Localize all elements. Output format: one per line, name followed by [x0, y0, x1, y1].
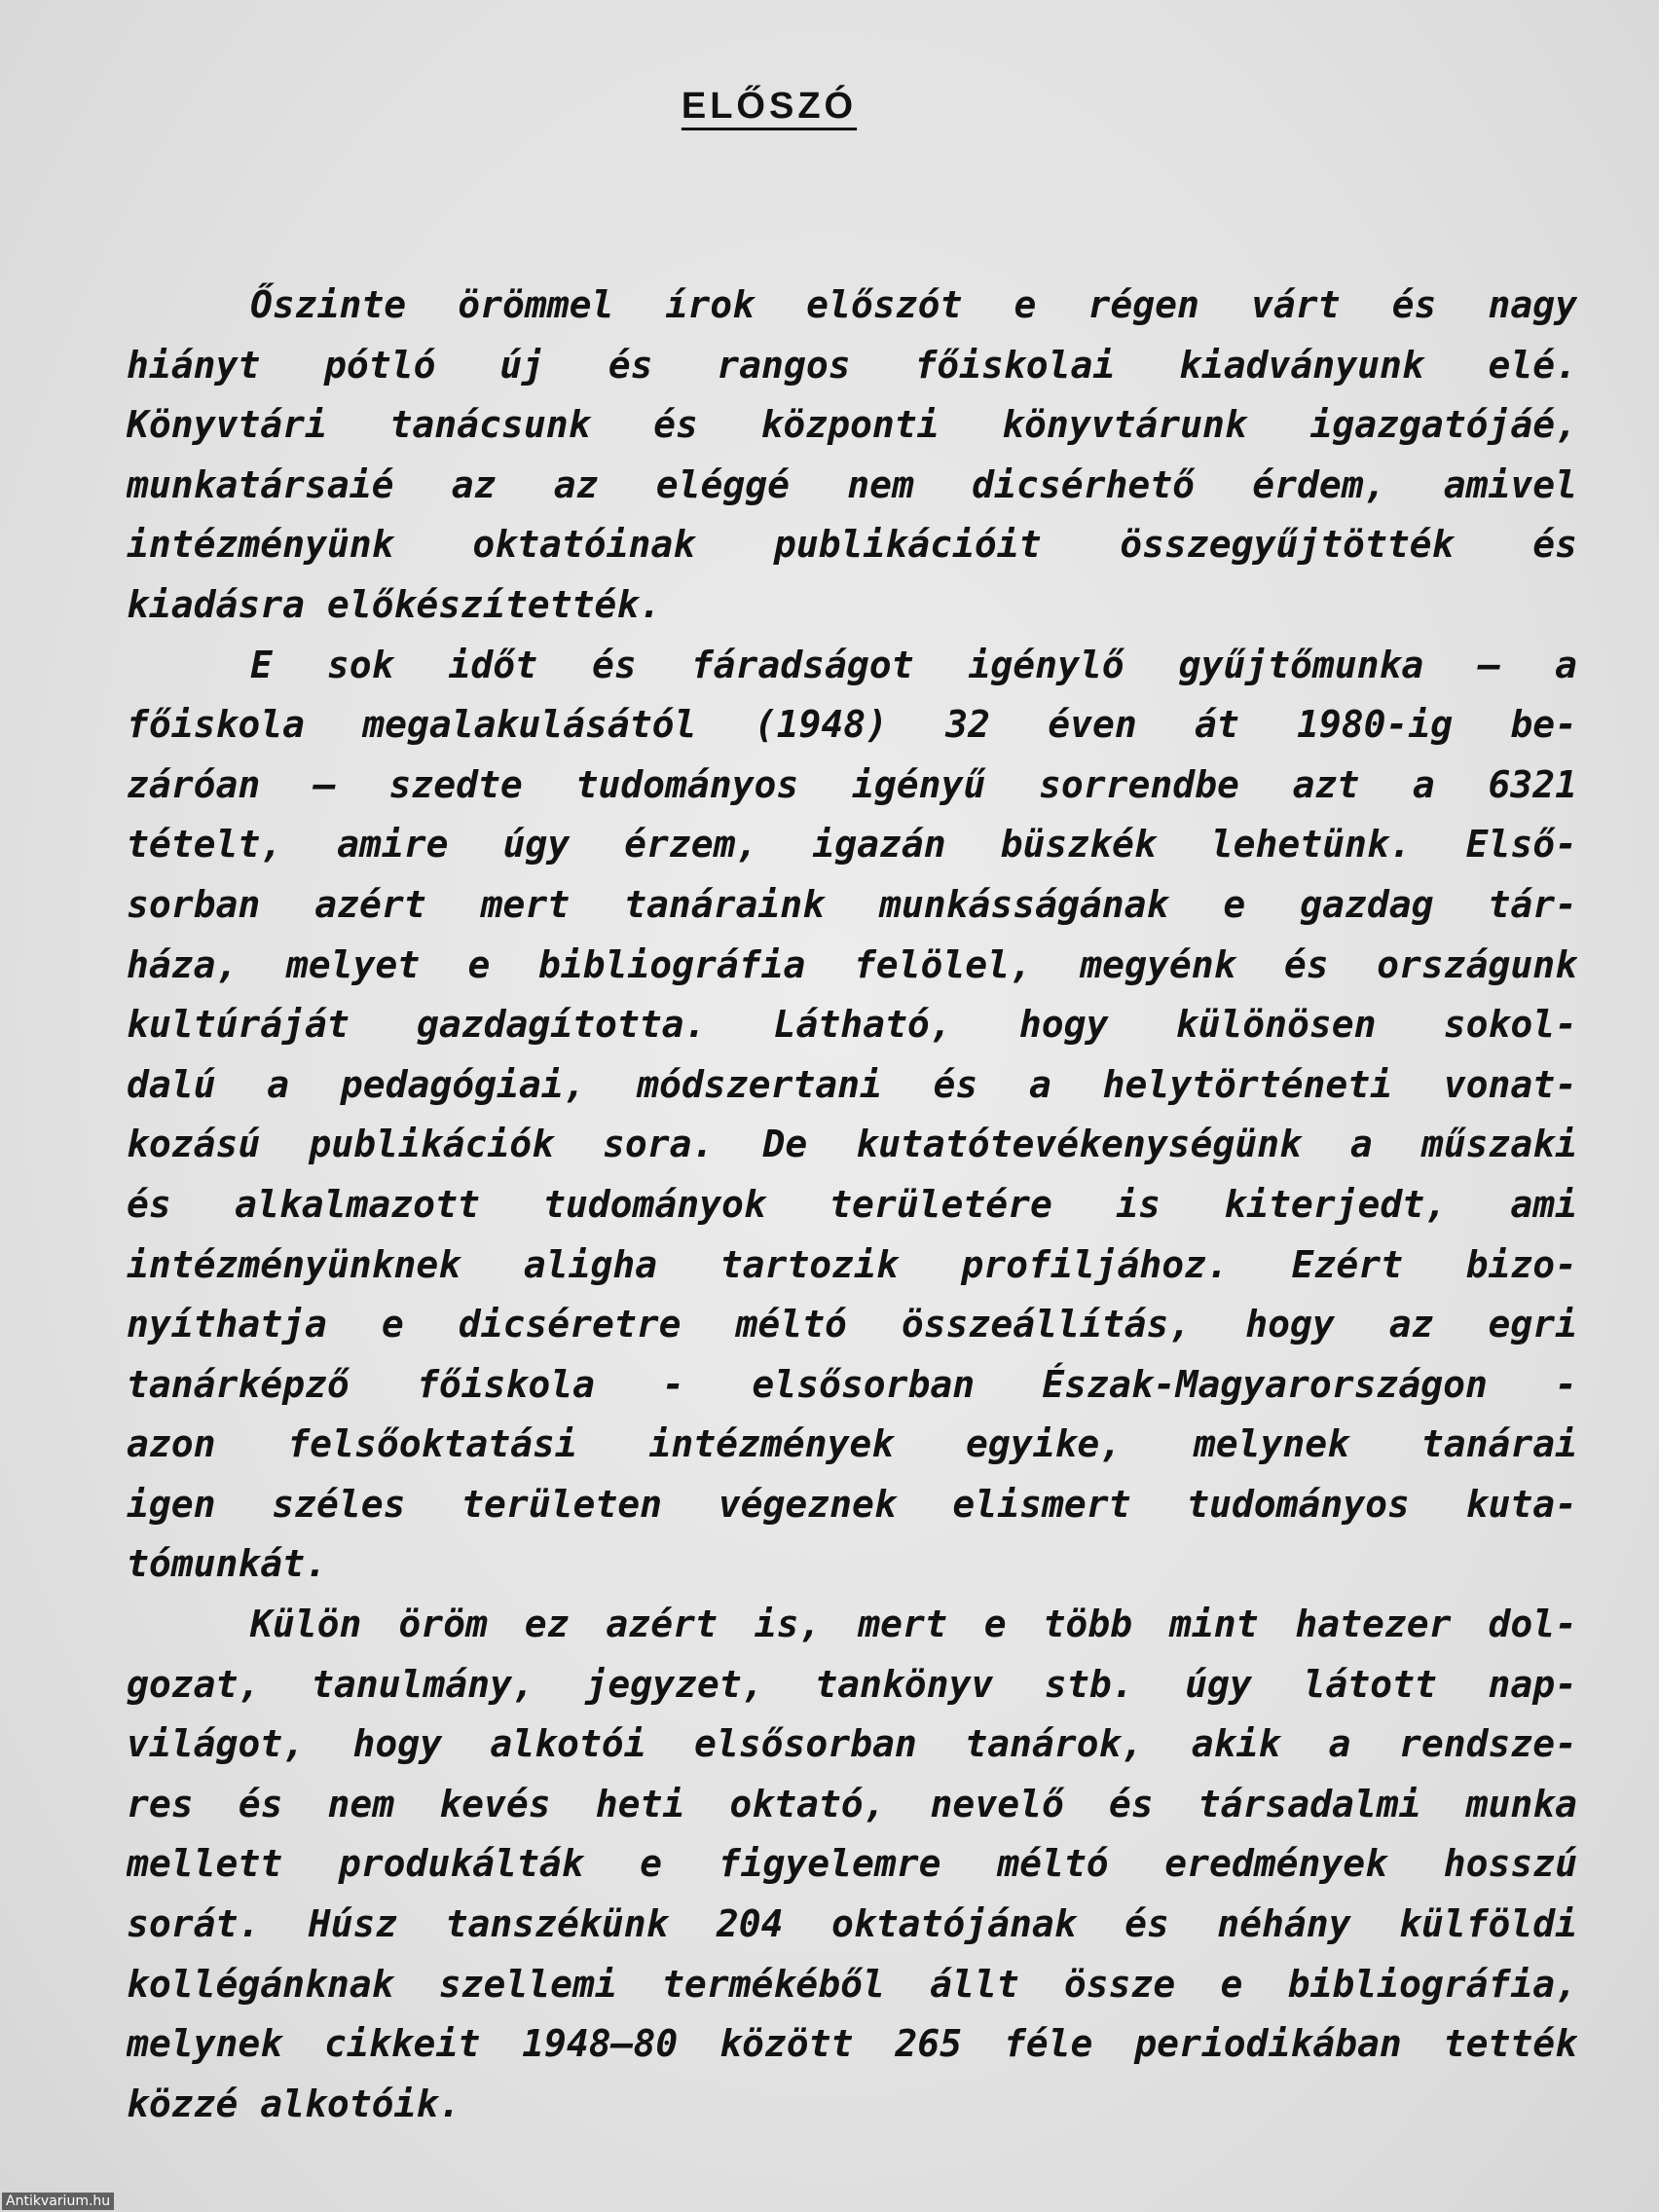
- text-line: igen széles területen végeznek elismert tudományos kuta-: [127, 1482, 1577, 1526]
- text-line: és alkalmazott tudományok területére is kiterjedt, ami: [127, 1182, 1577, 1226]
- text-line: dalú a pedagógiai, módszertani és a helytörténeti vonat-: [127, 1062, 1577, 1106]
- text-line: tanárképző főiskola - elsősorban Észak-Magyarországon -: [127, 1362, 1577, 1406]
- text-line: kultúráját gazdagította. Látható, hogy különösen sokol-: [127, 1003, 1577, 1047]
- text-line: hiányt pótló új és rangos főiskolai kiadványunk elé.: [127, 343, 1577, 387]
- text-line: Könyvtári tanácsunk és központi könyvtárunk igazgatójáé,: [127, 403, 1577, 447]
- text-line: főiskola megalakulásától (1948) 32 éven át 1980-ig be-: [127, 703, 1577, 747]
- text-line: res és nem kevés heti oktató, nevelő és társadalmi munka: [127, 1782, 1577, 1825]
- text-line: háza, melyet e bibliográfia felölel, megyénk és országunk: [127, 942, 1577, 986]
- text-line: tómunkát.: [127, 1542, 327, 1586]
- page-title: [0, 86, 1538, 128]
- text-line: intézményünk oktatóinak publikációit összegyűjtötték és: [127, 523, 1577, 567]
- watermark: Antikvarium.hu: [2, 2193, 114, 2210]
- text-line: melynek cikkeit 1948—80 között 265 féle periodikában tették: [127, 2022, 1577, 2066]
- text-line: sorban azért mert tanáraink munkásságának e gazdag tár-: [127, 882, 1577, 926]
- text-line: Őszinte örömmel írok előszót e régen várt és nagy: [250, 283, 1577, 326]
- text-line: sorát. Húsz tanszékünk 204 oktatójának és néhány külföldi: [127, 1902, 1577, 1946]
- text-line: munkatársaié az az eléggé nem dicsérhető érdem, amivel: [127, 462, 1577, 506]
- text-line: záróan — szedte tudományos igényű sorrendbe azt a 6321: [127, 762, 1577, 806]
- text-line: E sok időt és fáradságot igénylő gyűjtőmunka — a: [250, 643, 1577, 686]
- text-line: nyíthatja e dicséretre méltó összeállítás, hogy az egri: [127, 1303, 1577, 1346]
- text-line: kozású publikációk sora. De kutatótevékenységünk a műszaki: [127, 1123, 1577, 1166]
- text-line: Külön öröm ez azért is, mert e több mint hatezer dol-: [250, 1603, 1577, 1646]
- text-line: mellett produkálták e figyelemre méltó eredmények hosszú: [127, 1842, 1577, 1886]
- document-body: [127, 276, 1577, 2134]
- text-line: közzé alkotóik.: [127, 2082, 461, 2125]
- text-line: világot, hogy alkotói elsősorban tanárok, akik a rendsze-: [127, 1722, 1577, 1766]
- text-line: kiadásra előkészítették.: [127, 582, 662, 626]
- text-line: gozat, tanulmány, jegyzet, tankönyv stb. úgy látott nap-: [127, 1662, 1577, 1706]
- page-title-text: ELŐSZÓ: [681, 86, 858, 127]
- text-line: tételt, amire úgy érzem, igazán büszkék lehetünk. Első-: [127, 823, 1577, 866]
- text-line: kollégánknak szellemi termékéből állt össze e bibliográfia,: [127, 1962, 1577, 2006]
- text-line: intézményünknek aligha tartozik profiljához. Ezért bizo-: [127, 1242, 1577, 1286]
- text-line: azon felsőoktatási intézmények egyike, melynek tanárai: [127, 1422, 1577, 1466]
